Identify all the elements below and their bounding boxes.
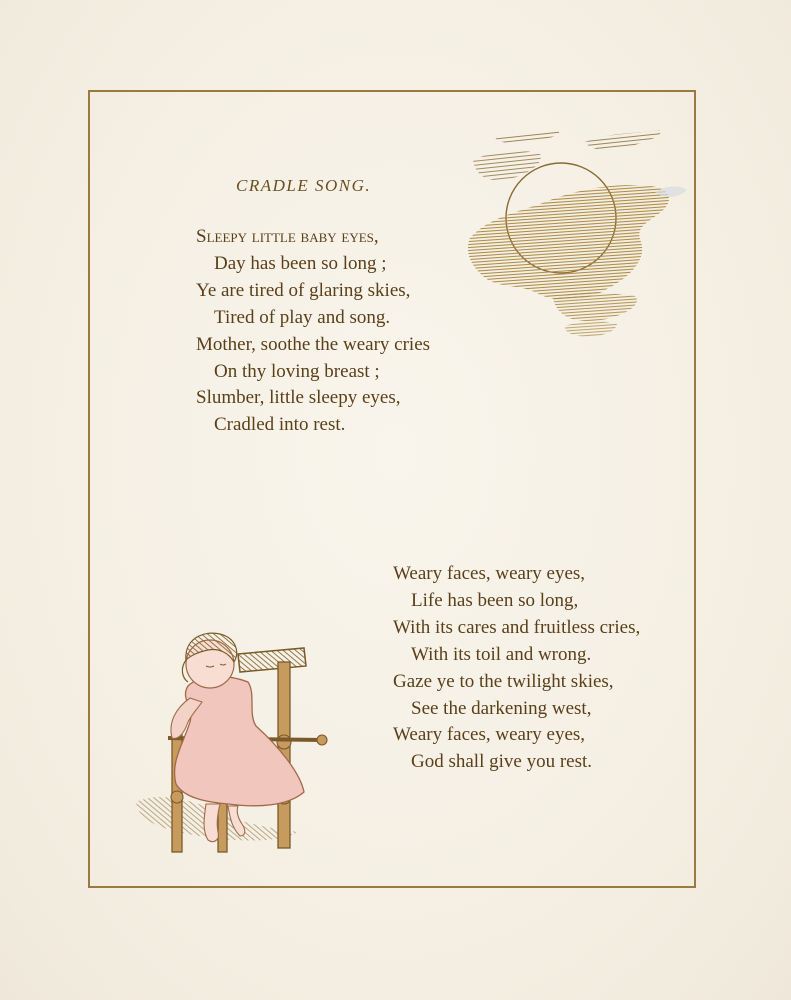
stanza-2-line-5: Gaze ye to the twilight skies, — [393, 670, 614, 692]
stanza-2 — [393, 561, 640, 776]
moon-clouds-icon — [465, 120, 690, 345]
stanza-1-line-6: On thy loving breast ; — [214, 360, 380, 382]
stanza-2-line-6: See the darkening west, — [411, 697, 592, 719]
stanza-2-line-3: With its cares and fruitless cries, — [393, 616, 641, 638]
stanza-2-line-7: Weary faces, weary eyes, — [393, 724, 586, 746]
stanza-2-line-1: Weary faces, weary eyes, — [393, 563, 586, 584]
stanza-2-line-2: Life has been so long, — [411, 589, 579, 611]
stanza-1-line-3: Ye are tired of glaring skies, — [196, 279, 411, 301]
stanza-1-line-2: Day has been so long ; — [214, 252, 387, 274]
stanza-1-line-5: Mother, soothe the weary cries — [196, 333, 431, 355]
small-caps-lead: Sleepy little baby eyes, — [196, 226, 379, 247]
stanza-2-line-4: With its toil and wrong. — [411, 643, 592, 665]
poem-title: CRADLE SONG. — [236, 176, 372, 195]
stanza-1-line-1 — [196, 224, 430, 251]
stanza-1-line-7: Slumber, little sleepy eyes, — [196, 387, 401, 409]
stanza-2-line-8: God shall give you rest. — [411, 751, 593, 773]
stanza-1-line-8: Cradled into rest. — [214, 414, 346, 436]
stanza-1 — [196, 224, 430, 439]
stanza-1-line-4: Tired of play and song. — [214, 306, 391, 328]
sleeping-child-icon — [128, 622, 328, 862]
